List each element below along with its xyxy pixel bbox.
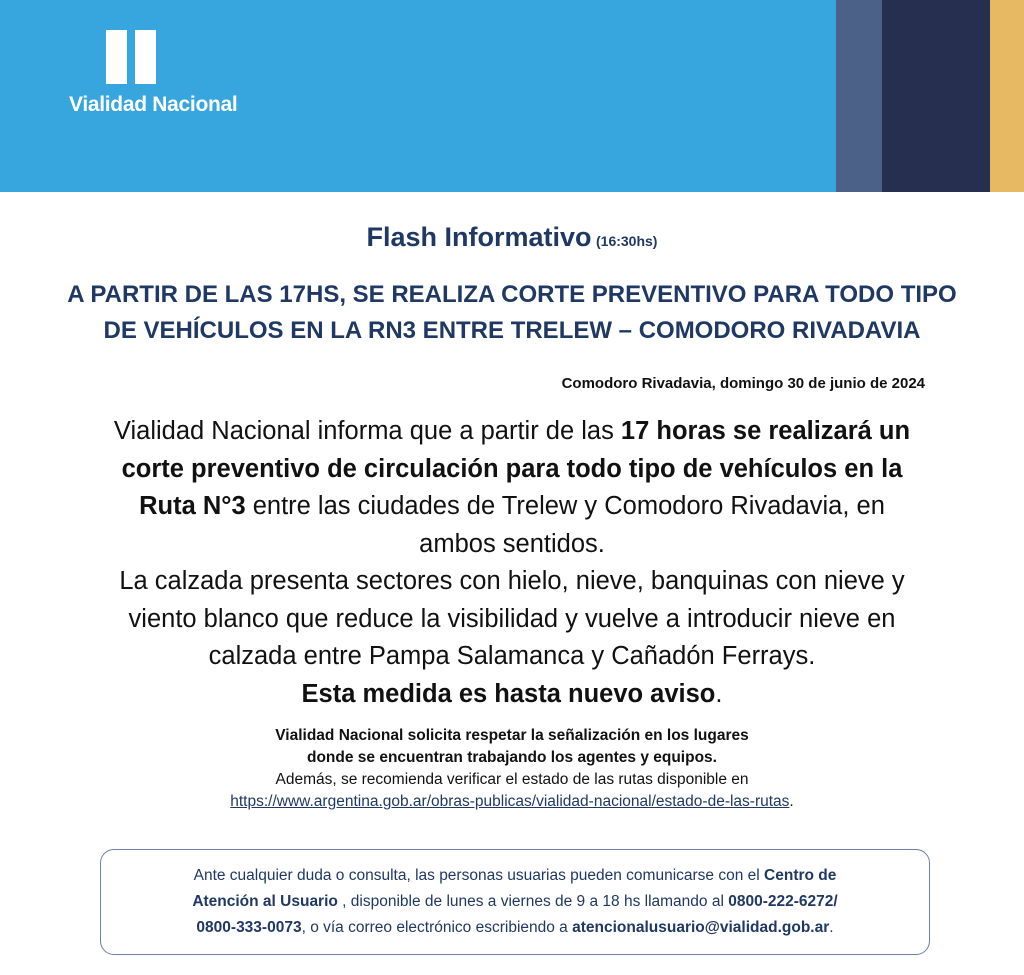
flash-time: (16:30hs) xyxy=(596,233,658,249)
notice-line-1: Vialidad Nacional solicita respetar la señalización en los lugares xyxy=(275,727,749,744)
body-line: calzada entre Pampa Salamanca y Cañadón Ferrays. xyxy=(208,642,816,670)
contact-phone: 0800-333-0073 xyxy=(196,919,302,936)
status-routes-link[interactable]: https://www.argentina.gob.ar/obras-publicas/vialidad-nacional/estado-de-las-rutas xyxy=(230,793,790,810)
headline-line-1: A PARTIR DE LAS 17HS, SE REALIZA CORTE PREVENTIVO PARA TODO TIPO xyxy=(67,281,957,308)
header-stripe-navy xyxy=(882,0,990,192)
contact-line-3: 0800-333-0073, o vía correo electrónico escribiendo a atencionalusuario@vialidad.gob.ar. xyxy=(196,919,834,936)
headline xyxy=(20,277,1004,349)
logo-text: Vialidad Nacional xyxy=(69,93,238,116)
flash-title xyxy=(0,222,1024,253)
contact-box xyxy=(100,849,930,955)
notice-line-2: donde se encuentran trabajando los agentes y equipos. xyxy=(307,749,717,766)
body-line: corte preventivo de circulación para todo tipo de vehículos en la xyxy=(121,454,903,483)
body-line: ambos sentidos. xyxy=(419,529,605,558)
notice xyxy=(40,725,984,813)
body-line: viento blanco que reduce la visibilidad y vuelve a introducir nieve en xyxy=(128,604,896,633)
contact-line-2: Atención al Usuario , disponible de lunes a viernes de 9 a 18 hs llamando al 0800-222-6272/ xyxy=(192,893,838,910)
body-line: Esta medida es hasta nuevo aviso. xyxy=(301,679,723,708)
flash-title-text: Flash Informativo xyxy=(366,222,592,252)
notice-line-3: Además, se recomienda verificar el estado de las rutas disponible en xyxy=(275,771,749,788)
dateline: Comodoro Rivadavia, domingo 30 de junio de 2024 xyxy=(561,375,925,392)
contact-line-1: Ante cualquier duda o consulta, las personas usuarias pueden comunicarse con el Centro de xyxy=(193,867,837,884)
header-stripe-gold xyxy=(990,0,1024,192)
contact-email[interactable]: atencionalusuario@vialidad.gob.ar xyxy=(572,919,830,936)
notice-link-line: https://www.argentina.gob.ar/obras-publicas/vialidad-nacional/estado-de-las-rutas. xyxy=(230,793,794,810)
body-line: La calzada presenta sectores con hielo, nieve, banquinas con nieve y xyxy=(119,567,905,595)
body-text xyxy=(40,413,984,713)
headline-line-2: DE VEHÍCULOS EN LA RN3 ENTRE TRELEW – COMODORO RIVADAVIA xyxy=(103,317,921,344)
header-banner xyxy=(0,0,1024,192)
body-line: Vialidad Nacional informa que a partir de las 17 horas se realizará un xyxy=(113,417,911,445)
header-stripe-slate xyxy=(836,0,882,192)
double-bar-icon xyxy=(106,30,156,84)
body-line: Ruta N°3 entre las ciudades de Trelew y Comodoro Rivadavia, en xyxy=(139,492,885,520)
